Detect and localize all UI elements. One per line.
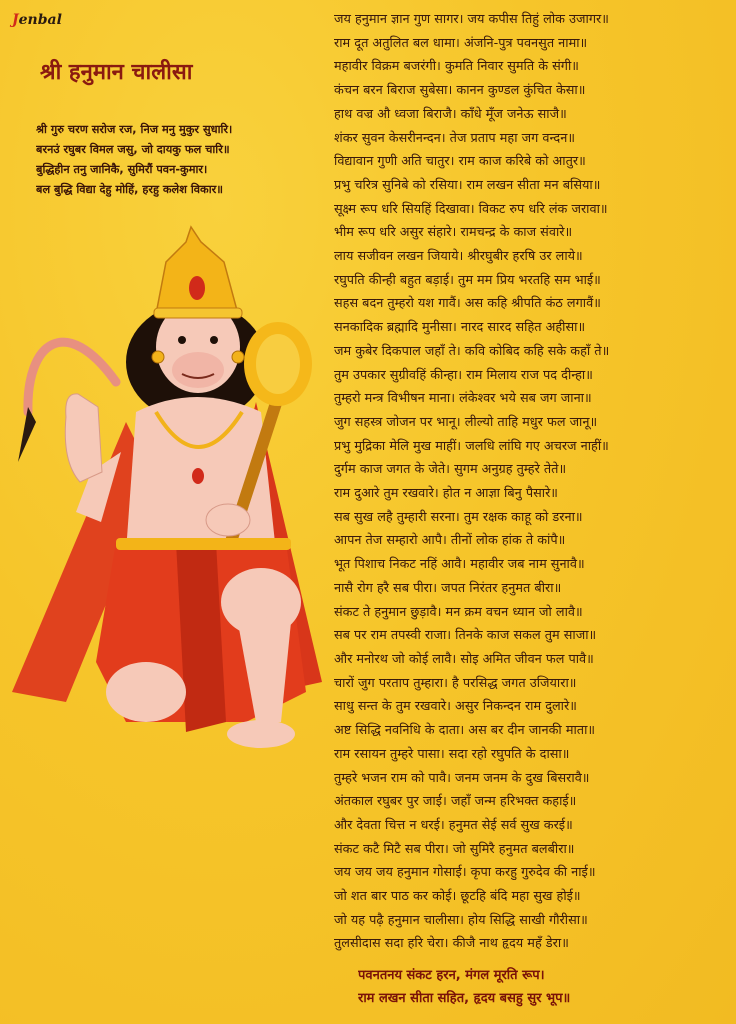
- verse-line: तुलसीदास सदा हरि चेरा। कीजै नाथ हृदय महँ डेरा॥: [334, 936, 569, 952]
- verse-line: और देवता चित्त न धरई। हनुमत सेई सर्व सुख करई॥: [334, 817, 573, 833]
- verse-line: दुर्गम काज जगत के जेते। सुगम अनुग्रह तुम्हरे तेते॥: [334, 462, 567, 478]
- verse-line: रघुपति कीन्ही बहुत बड़ाई। तुम मम प्रिय भरतहि सम भाई॥: [334, 272, 601, 288]
- verse-line: जय जय जय हनुमान गोसाई। कृपा करहु गुरुदेव की नाई॥: [334, 865, 596, 881]
- doha-line: बुद्धिहीन तनु जानिकै, सुमिरौं पवन-कुमार।: [36, 163, 208, 176]
- doha-line: बरनउं रघुबर विमल जसु, जो दायकु फल चारि॥: [36, 143, 230, 156]
- verse-line: अष्ट सिद्धि नवनिधि के दाता। अस बर दीन जानकी माता॥: [334, 723, 596, 739]
- verse-line: भीम रूप धरि असुर संहारे। रामचन्द्र के काज संवारे॥: [334, 225, 573, 241]
- brand-logo: Jenbal: [12, 12, 62, 28]
- verse-line: अंतकाल रघुबर पुर जाई। जहाँ जन्म हरिभक्त कहाई॥: [334, 794, 577, 810]
- closing-doha: [358, 964, 728, 1010]
- verse-line: चारों जुग परताप तुम्हारा। है परसिद्ध जगत उजियारा॥: [334, 675, 577, 691]
- verse-line: सूक्ष्म रूप धरि सियहिं दिखावा। विकट रुप धरि लंक जरावा॥: [334, 201, 608, 217]
- verse-line: तुम्हरो मन्त्र विभीषन माना। लंकेश्वर भये सब जग जाना॥: [334, 391, 592, 407]
- verse-line: जो यह पढ़ै हनुमान चालीसा। होय सिद्धि साखी गौरीसा॥: [334, 912, 588, 928]
- verse-line: भूत पिशाच निकट नहिं आवै। महावीर जब नाम सुनावै॥: [334, 557, 585, 573]
- verse-line: महावीर विक्रम बजरंगी। कुमति निवार सुमति के संगी॥: [334, 59, 579, 75]
- verse-line: जय हनुमान ज्ञान गुण सागर। जय कपीस तिहुं लोक उजागर॥: [334, 12, 609, 27]
- verse-line: जुग सहस्त्र जोजन पर भानू। लील्यो ताहि मधुर फल जानू॥: [334, 414, 598, 430]
- verse-line: सनकादिक ब्रह्मादि मुनीसा। नारद सारद सहित अहीसा॥: [334, 320, 586, 336]
- verse-line: नासै रोग हरै सब पीरा। जपत निरंतर हनुमत बीरा॥: [334, 580, 562, 596]
- chaupai-verses: [334, 8, 734, 956]
- verse-line: और मनोरथ जो कोई लावै। सोइ अमित जीवन फल पावै॥: [334, 651, 594, 667]
- verse-line: कंचन बरन बिराज सुबेसा। कानन कुण्डल कुंचित केसा॥: [334, 83, 586, 99]
- hanuman-illustration: [6, 222, 328, 766]
- verse-line: राम दूत अतुलित बल धामा। अंजनि-पुत्र पवनसुत नामा॥: [334, 35, 588, 51]
- verse-line: तुम उपकार सुग्रीवहिं कीन्हा। राम मिलाय राज पद दीन्हा॥: [334, 367, 593, 383]
- closing-line: राम लखन सीता सहित, हृदय बसहु सुर भूप॥: [358, 991, 571, 1006]
- verse-line: विद्यावान गुणी अति चातुर। राम काज करिबे को आतुर॥: [334, 154, 586, 170]
- verse-line: जम कुबेर दिकपाल जहाँ ते। कवि कोबिद कहि सके कहाँ ते॥: [334, 343, 610, 359]
- verse-line: साधु सन्त के तुम रखवारे। असुर निकन्दन राम दुलारे॥: [334, 699, 577, 715]
- verse-line: सहस बदन तुम्हरो यश गावैं। अस कहि श्रीपति कंठ लगावैं॥: [334, 296, 601, 312]
- verse-line: लाय सजीवन लखन जियाये। श्रीरघुबीर हरषि उर लाये॥: [334, 249, 583, 265]
- verse-line: सब पर राम तपस्वी राजा। तिनके काज सकल तुम साजा॥: [334, 628, 597, 644]
- verse-line: राम दुआरे तुम रखवारे। होत न आज्ञा बिनु पैसारे॥: [334, 486, 558, 502]
- verse-line: तुम्हरे भजन राम को पावै। जनम जनम के दुख बिसरावै॥: [334, 770, 590, 786]
- verse-line: संकट कटै मिटै सब पीरा। जो सुमिरै हनुमत बलबीरा॥: [334, 841, 575, 857]
- verse-line: राम रसायन तुम्हरे पासा। सदा रहो रघुपति के दासा॥: [334, 746, 570, 762]
- verse-line: संकट ते हनुमान छुड़ावै। मन क्रम वचन ध्यान जो लावै॥: [334, 604, 583, 620]
- doha-line: श्री गुरु चरण सरोज रज, निज मनु मुकुर सुधारि।: [36, 123, 233, 136]
- verse-line: प्रभु चरित्र सुनिबे को रसिया। राम लखन सीता मन बसिया॥: [334, 177, 601, 193]
- verse-line: सब सुख लहै तुम्हारी सरना। तुम रक्षक काहू को डरना॥: [334, 509, 583, 525]
- opening-doha: [36, 120, 326, 200]
- verse-line: आपन तेज सम्हारो आपै। तीनों लोक हांक ते कांपै॥: [334, 533, 566, 549]
- doha-line: बल बुद्धि विद्या देहु मोहिं, हरहु कलेश विकार॥: [36, 183, 224, 196]
- verse-line: जो शत बार पाठ कर कोई। छूटहि बंदि महा सुख होई॥: [334, 889, 581, 905]
- closing-line: पवनतनय संकट हरन, मंगल मूरति रूप।: [358, 968, 545, 983]
- verse-line: शंकर सुवन केसरीनन्दन। तेज प्रताप महा जग वन्दन॥: [334, 130, 575, 146]
- verse-line: प्रभु मुद्रिका मेलि मुख माहीं। जलधि लांघि गए अचरज नाहीं॥: [334, 438, 609, 454]
- verse-line: हाथ वज्र औ ध्वजा बिराजै। काँधे मूँज जनेऊ साजै॥: [334, 106, 567, 122]
- page-title: श्री हनुमान चालीसा: [40, 60, 193, 85]
